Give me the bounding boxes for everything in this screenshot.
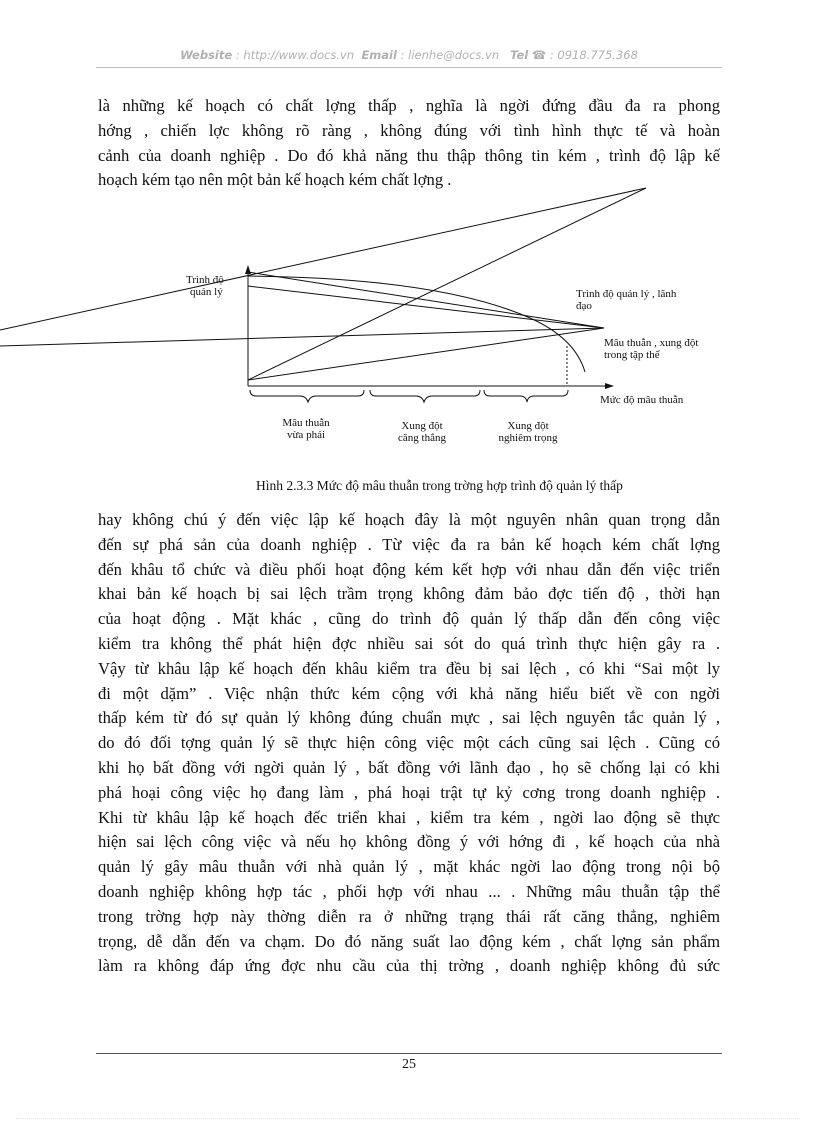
page-number: 25 <box>402 1057 416 1072</box>
y-axis-arrow <box>245 265 251 274</box>
text-line: đến sự phá sản của doanh nghiệp . Từ việc đa ra bản kế hoạch kém chất lợng <box>98 534 720 554</box>
text-line: là những kế hoạch có chất lợng thấp , nghĩa là ngời đứng đầu đa ra phong <box>98 96 720 115</box>
conflict-label: trong tập thể <box>604 349 660 361</box>
text-line: quản lý gây mâu thuẫn với nhà quản lý , mặt khác ngời lao động trong nội bộ <box>98 857 720 877</box>
text-line: làm ra không đáp ứng đợc nhu cầu của thị trờng , doanh nghiệp không đủ sức <box>98 956 720 976</box>
zone-label: Mâu thuẫn <box>282 417 330 429</box>
conflict-label: Mâu thuẫn , xung đột <box>604 337 699 349</box>
email-link[interactable]: lienhe@docs.vn <box>408 48 500 62</box>
text-line: khai bản kế hoạch bị sai lệch trầm trọng không đảm bảo đợc tiến độ , thời hạn <box>98 584 720 604</box>
text-line: phá hoại công việc họ đang làm , phá hoại trật tự kỷ cơng trong doanh nghiệp . <box>98 782 720 802</box>
email-label: Email <box>361 48 397 62</box>
text-line: hay không chú ý đến việc lập kế hoạch đây là một nguyên nhân quan trọng dẫn <box>98 510 720 529</box>
paragraph-2 <box>98 508 720 979</box>
figure-caption: Hình 2.3.3 Mức độ mâu thuẫn trong trờng hợp trình độ quản lý thấp <box>256 478 623 493</box>
conflict-line-3 <box>248 286 604 328</box>
conflict-diagram <box>0 180 816 460</box>
text-line: trong trờng hợp này thờng diễn ra ở những trạng thái rất căng thẳng, nghiêm <box>98 906 720 926</box>
brace-zone-3 <box>484 390 568 402</box>
conflict-line-4 <box>0 328 604 346</box>
x-axis-arrow <box>605 383 614 389</box>
text-line: đến khâu tổ chức và điều phối hoạt động kém kết hợp với nhau dẫn đến việc triển <box>98 559 720 579</box>
header-divider <box>96 67 722 68</box>
text-line: của hoạt động . Mặt khác , cũng do trình độ quản lý thấp dẫn đến công việc <box>98 609 720 629</box>
text-line: hớng , chiến lợc không rõ ràng , không đúng với tình hình thực tế và hoàn <box>98 120 720 140</box>
diagonal-line-1 <box>0 188 646 330</box>
conflict-line-2 <box>248 272 604 328</box>
zone-label: Xung đột <box>401 420 443 432</box>
text-line: Khi từ khâu lập kế hoạch đếc triển khai , kiểm tra kém , ngời lao động sẽ thực <box>98 807 720 827</box>
zone-label: Xung đột <box>507 420 549 432</box>
zone-label: vừa phải <box>286 429 326 441</box>
text-line: hiện sai lệch công việc và nếu họ không đồng ý với hớng đi , kế hoạch của nhà <box>98 832 720 852</box>
management-label: đạo <box>576 300 592 312</box>
x-axis-label: Mức độ mâu thuẫn <box>600 394 684 406</box>
brace-zone-1 <box>250 390 364 402</box>
y-axis-label: Trình độ <box>186 274 224 286</box>
website-link[interactable]: http://www.docs.vn <box>243 48 355 62</box>
paragraph-1 <box>98 94 720 193</box>
zone-label: căng thẳng <box>398 432 446 444</box>
tel-label: Tel <box>510 48 529 62</box>
text-line: đi một dặm” . Việc nhận thức kém cộng với khả năng hiểu biết về con ngời <box>98 683 720 703</box>
footer-divider <box>96 1053 722 1054</box>
text-line: do đó đối tợng quản lý sẽ thực hiện công việc một cách cũng sai lệch . Cũng có <box>98 733 720 753</box>
text-line: cảnh của doanh nghiệp . Do đó khả năng thu thập thông tin kém , trình độ lập kế <box>98 145 720 165</box>
tel-value: : 0918.775.368 <box>546 48 638 62</box>
website-label: Website <box>180 48 233 62</box>
management-curve <box>248 276 585 372</box>
text-line: Vậy từ khâu lập kế hoạch đến khâu kiểm tra đều bị sai lệch , có khi “Sai một ly <box>98 658 720 678</box>
page-bottom-border <box>16 1118 800 1119</box>
management-label: Trình độ quản lý , lãnh <box>576 288 677 300</box>
phone-icon: ☎ <box>531 48 547 62</box>
text-line: trọng, dễ dẫn đến va chạm. Do đó năng suất lao động kém , chất lợng sản phẩm <box>98 931 720 951</box>
text-line: doanh nghiệp không hợp tác , phối hợp với nhau ... . Những mâu thuẫn tập thể <box>98 881 720 901</box>
text-line: khi họ bất đồng với ngời quản lý , bất đồng với lãnh đạo , họ sẽ chống lại có khi <box>98 757 720 777</box>
y-axis-label: quản lý <box>190 286 223 298</box>
text-line: thấp kém từ đó sự quản lý không đúng chuẩn mực , sai lệch nguyên tắc quản lý , <box>98 708 720 728</box>
zone-label: nghiêm trọng <box>498 432 558 444</box>
text-line: kiểm tra không thể phát hiện đợc nhiều sai sót do quá trình thực hiện gây ra . <box>98 633 720 653</box>
page-header: Website : http://www.docs.vn Email : lienhe@docs.vn Tel ☎ : 0918.775.368 <box>180 48 638 62</box>
text-line: hoạch kém tạo nên một bản kế hoạch kém chất lợng . <box>98 170 452 190</box>
brace-zone-2 <box>370 390 480 402</box>
